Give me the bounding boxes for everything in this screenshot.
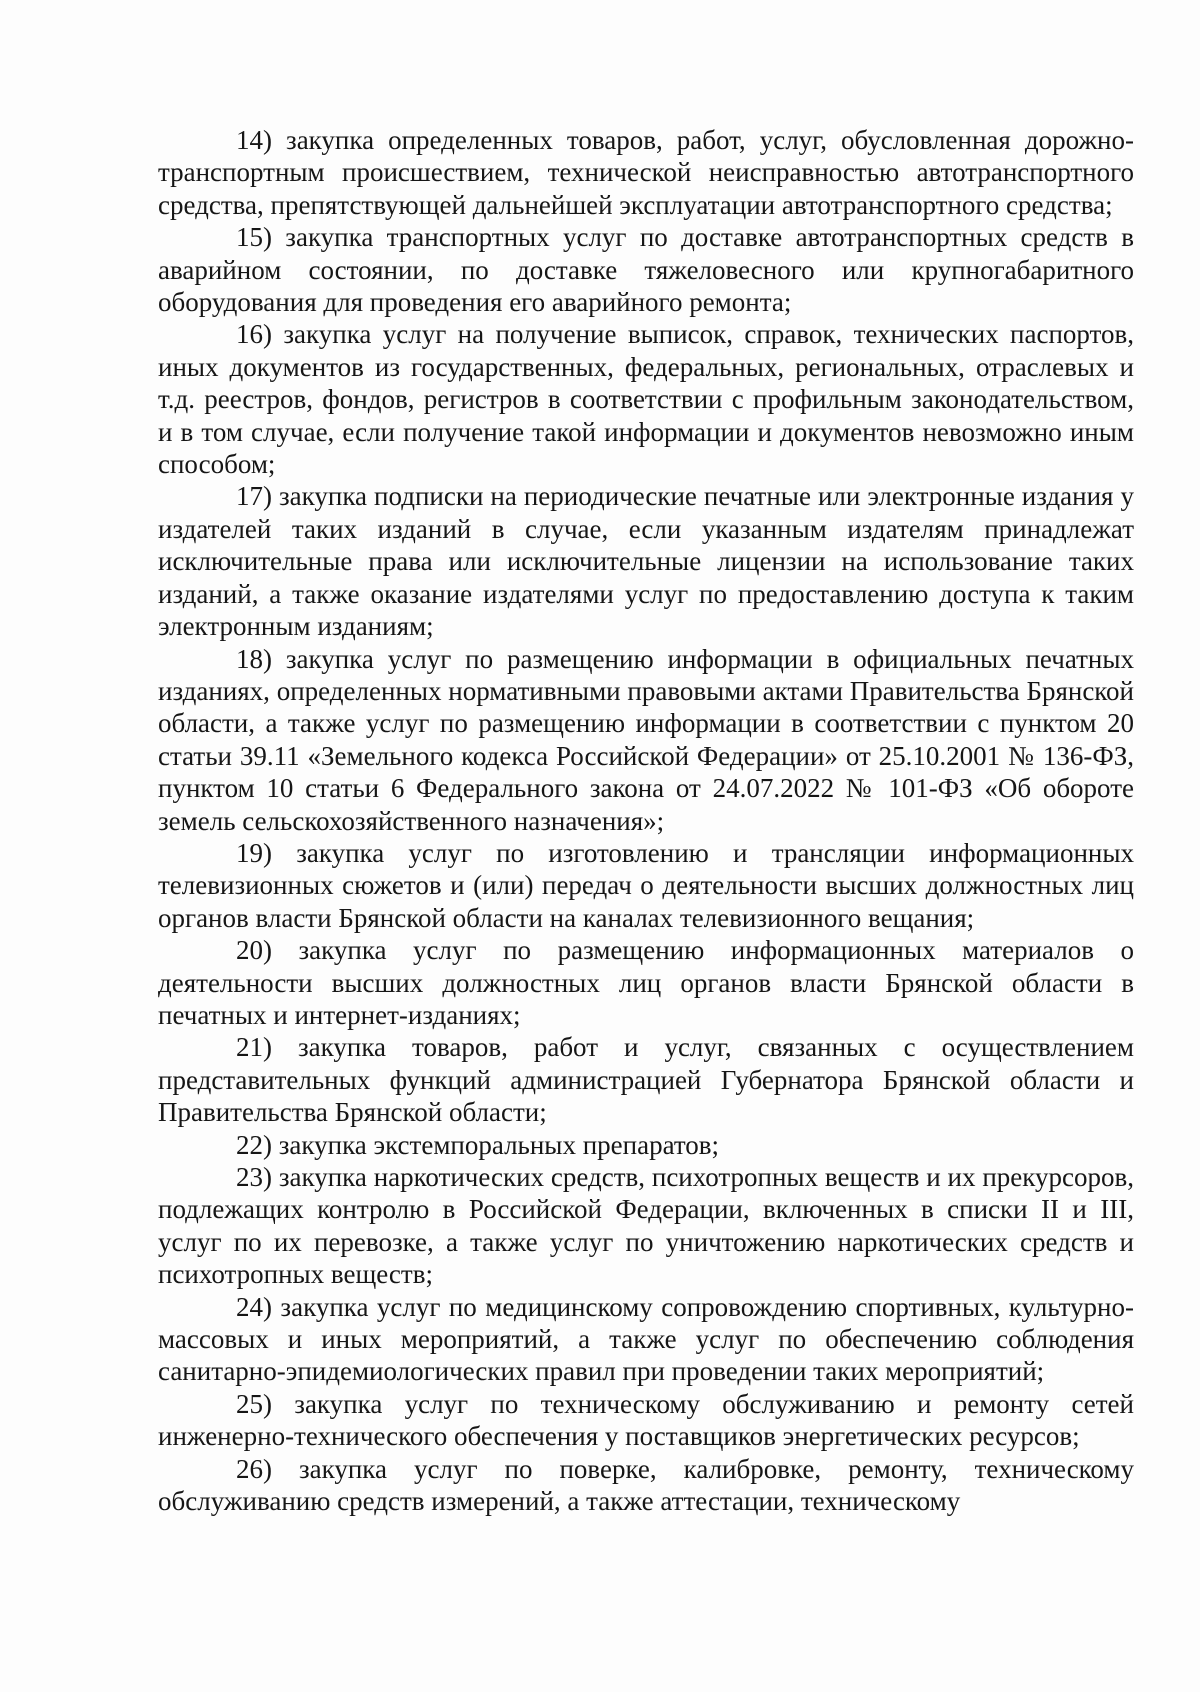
document-body xyxy=(158,124,1134,1517)
paragraph-item-19: 19) закупка услуг по изготовлению и трансляции информационных телевизионных сюжетов и (или) передач о деятельности высших должностных лиц органов власти Брянской области на каналах телевизионного вещания; xyxy=(158,837,1134,933)
paragraph-item-14: 14) закупка определенных товаров, работ, услуг, обусловленная дорожно-транспортным происшествием, технической неисправностью автотранспортного средства, препятствующей дальнейшей эксплуатации автотранспортного средства; xyxy=(158,125,1134,220)
paragraph-item-17: 17) закупка подписки на периодические печатные или электронные издания у издателей таких изданий в случае, если указанным издателям принадлежат исключительные права или исключительные лицензии на использование таких изданий, а также оказание издателями услуг по предоставлению доступа к таким электронным изданиям; xyxy=(158,481,1134,642)
paragraph-item-22: 22) закупка экстемпоральных препаратов; xyxy=(236,1129,720,1160)
paragraph-item-21: 21) закупка товаров, работ и услуг, связанных с осуществлением представительных функций администрацией Губернатора Брянской области и Правительства Брянской области; xyxy=(158,1032,1134,1128)
paragraph-item-16: 16) закупка услуг на получение выписок, справок, технических паспортов, иных документов из государственных, федеральных, региональных, отраслевых и т.д. реестров, фондов, регистров в соответствии с профильным законодательством, и в том случае, если получение такой информации и документов невозможно иным способом; xyxy=(158,319,1134,480)
paragraph-item-20: 20) закупка услуг по размещению информационных материалов о деятельности высших должностных лиц органов власти Брянской области в печатных и интернет-изданиях; xyxy=(158,935,1134,1030)
paragraph-item-18: 18) закупка услуг по размещению информации в официальных печатных изданиях, определенных нормативными правовыми актами Правительства Брянской области, а также услуг по размещению информации в соответствии с пунктом 20 статьи 39.11 «Земельного кодекса Российской Федерации» от 25.10.2001 № 136-ФЗ, пунктом 10 статьи 6 Федерального закона от 24.07.2022 № 101-ФЗ «Об обороте земель сельскохозяйственного назначения»; xyxy=(158,643,1134,836)
paragraph-item-26: 26) закупка услуг по поверке, калибровке, ремонту, техническому обслуживанию средств измерений, а также аттестации, техническому xyxy=(158,1453,1134,1517)
paragraph-item-23: 23) закупка наркотических средств, психотропных веществ и их прекурсоров, подлежащих контролю в Российской Федерации, включенных в списки II и III, услуг по их перевозке, а также услуг по уничтожению наркотических средств и психотропных веществ; xyxy=(158,1162,1134,1290)
paragraph-item-24: 24) закупка услуг по медицинскому сопровождению спортивных, культурно-массовых и иных мероприятий, а также услуг по обеспечению соблюдения санитарно-эпидемиологических правил при проведении таких мероприятий; xyxy=(158,1291,1134,1387)
paragraph-item-25: 25) закупка услуг по техническому обслуживанию и ремонту сетей инженерно-технического обеспечения у поставщиков энергетических ресурсов; xyxy=(158,1388,1134,1452)
paragraph-item-15: 15) закупка транспортных услуг по доставке автотранспортных средств в аварийном состоянии, по доставке тяжеловесного или крупногабаритного оборудования для проведения его аварийного ремонта; xyxy=(158,222,1134,318)
